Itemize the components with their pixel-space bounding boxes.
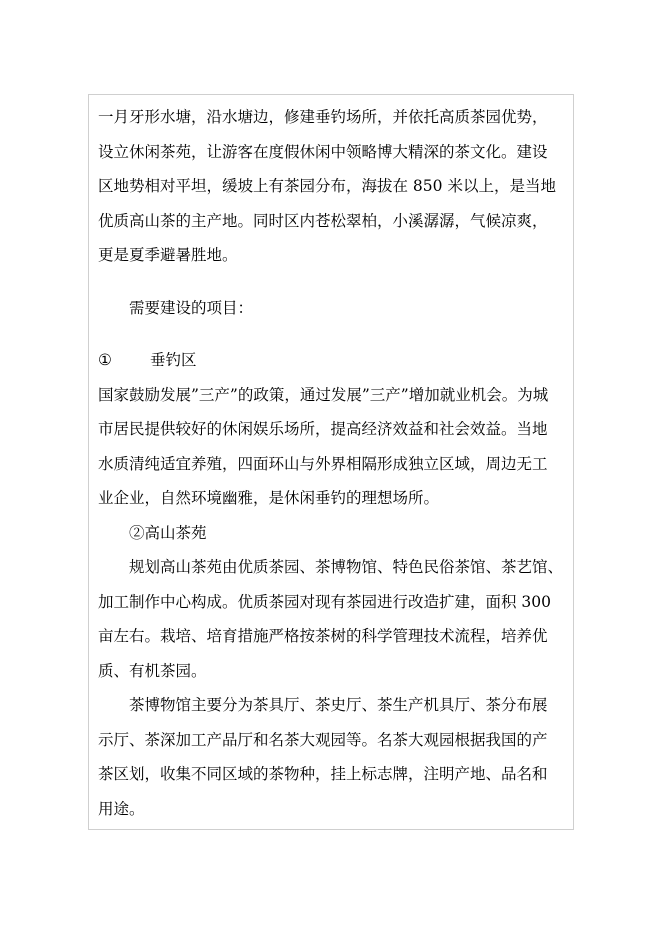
text-line: 市居民提供较好的休闲娱乐场所，提高经济效益和社会效益。当地 <box>98 420 548 438</box>
item1-marker: ① <box>98 351 112 369</box>
spacer <box>98 325 568 343</box>
text-line: 一月牙形水塘，沿水塘边，修建垂钓场所，并依托高质茶园优势， <box>98 108 548 126</box>
item2-paragraph-1 <box>98 550 568 688</box>
text-line: 水质清纯适宜养殖，四面环山与外界相隔形成独立区域，周边无工 <box>98 454 548 473</box>
document-body <box>98 100 568 826</box>
text-line: 国家鼓励发展”三产”的政策，通过发展”三产”增加就业机会。为城 <box>98 385 549 404</box>
item1-heading <box>98 343 568 378</box>
text-line: 设立休闲茶苑，让游客在度假休闲中领略博大精深的茶文化。建设 <box>98 142 548 161</box>
text-line: 茶区划，收集不同区域的茶物种，挂上标志牌，注明产地、品名和 <box>98 765 548 783</box>
item2-paragraph-2 <box>98 688 568 826</box>
text-line: 茶博物馆主要分为茶具厅、茶史厅、茶生产机具厅、茶分布展 <box>129 696 548 714</box>
text-line: 用途。 <box>98 799 145 818</box>
projects-heading: 需要建设的项目： <box>129 298 254 317</box>
text-line: 优质高山茶的主产地。同时区内苍松翠柏，小溪潺潺，气候凉爽， <box>98 211 548 230</box>
item1-paragraph <box>98 378 568 516</box>
text-line: 亩左右。栽培、培育措施严格按茶树的科学管理技术流程，培养优 <box>98 627 548 645</box>
intro-paragraph <box>98 100 568 273</box>
item1-title: 垂钓区 <box>150 351 197 369</box>
text-line: 业企业，自然环境幽雅，是休闲垂钓的理想场所。 <box>98 489 440 507</box>
text-line: 规划高山茶苑由优质茶园、茶博物馆、特色民俗茶馆、茶艺馆、 <box>129 558 564 576</box>
text-line: 更是夏季避暑胜地。 <box>98 246 238 264</box>
text-line: 示厅、茶深加工产品厅和名茶大观园等。名茶大观园根据我国的产 <box>98 730 548 749</box>
text-line: 加工制作中心构成。优质茶园对现有茶园进行改造扩建，面积 300 <box>98 592 552 611</box>
item2-heading: ②高山茶苑 <box>129 523 207 542</box>
text-line: 质、有机茶园。 <box>98 661 207 680</box>
spacer <box>98 273 568 291</box>
text-line: 区地势相对平坦，缓坡上有茶园分布，海拔在 850 米以上，是当地 <box>98 177 556 195</box>
